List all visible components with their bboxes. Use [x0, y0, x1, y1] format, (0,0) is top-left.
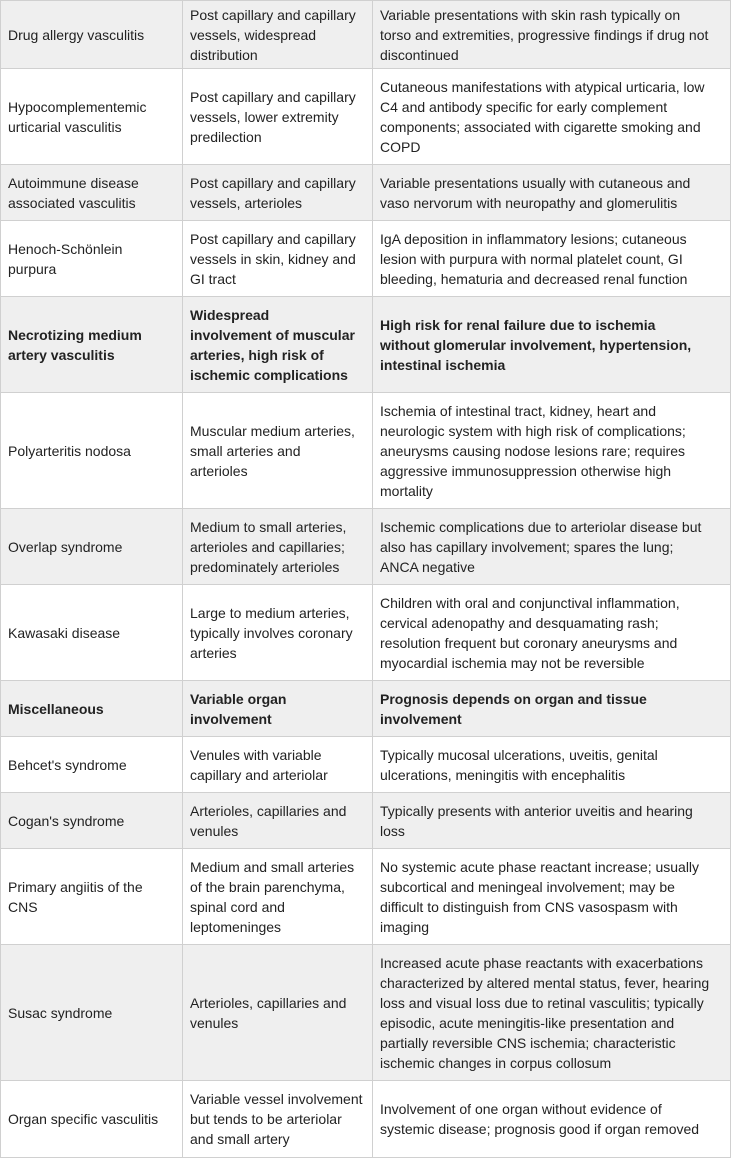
category-heading-cell: Necrotizing medium artery vasculitis [1, 297, 183, 393]
vasculitis-type-cell: Primary angiitis of the CNS [1, 849, 183, 945]
table-row [1, 165, 731, 221]
clinical-features-cell: Ischemic complications due to arteriolar disease but also has capillary involvement; spares the lung; ANCA negative [373, 509, 731, 585]
vessel-involvement-cell: Variable organ involvement [183, 681, 373, 737]
vasculitis-type-cell: Organ specific vasculitis [1, 1081, 183, 1158]
vasculitis-type-cell: Henoch-Schönlein purpura [1, 221, 183, 297]
vasculitis-type-cell: Hypocomplementemic urticarial vasculitis [1, 69, 183, 165]
clinical-features-cell: Prognosis depends on organ and tissue involvement [373, 681, 731, 737]
table-row [1, 509, 731, 585]
clinical-features-cell: Ischemia of intestinal tract, kidney, heart and neurologic system with high risk of complications; aneurysms causing nodose lesions rare; requires aggressive immunosuppression otherwise high mortality [373, 393, 731, 509]
table-row [1, 393, 731, 509]
clinical-features-cell: Typically presents with anterior uveitis and hearing loss [373, 793, 731, 849]
vessel-involvement-cell: Post capillary and capillary vessels, lower extremity predilection [183, 69, 373, 165]
table-row [1, 1081, 731, 1158]
clinical-features-cell: IgA deposition in inflammatory lesions; cutaneous lesion with purpura with normal platelet count, GI bleeding, hematuria and decreased renal function [373, 221, 731, 297]
vessel-involvement-cell: Large to medium arteries, typically involves coronary arteries [183, 585, 373, 681]
table-row [1, 945, 731, 1081]
vessel-involvement-cell: Widespread involvement of muscular arteries, high risk of ischemic complications [183, 297, 373, 393]
vasculitis-type-cell: Overlap syndrome [1, 509, 183, 585]
clinical-features-cell: High risk for renal failure due to ischemia without glomerular involvement, hypertension, intestinal ischemia [373, 297, 731, 393]
vessel-involvement-cell: Muscular medium arteries, small arteries and arterioles [183, 393, 373, 509]
vasculitis-type-cell: Autoimmune disease associated vasculitis [1, 165, 183, 221]
table-row [1, 585, 731, 681]
vessel-involvement-cell: Arterioles, capillaries and venules [183, 793, 373, 849]
table-row [1, 297, 731, 393]
vasculitis-type-cell: Behcet's syndrome [1, 737, 183, 793]
vasculitis-type-cell: Kawasaki disease [1, 585, 183, 681]
vasculitis-type-cell: Drug allergy vasculitis [1, 1, 183, 69]
vessel-involvement-cell: Post capillary and capillary vessels, arterioles [183, 165, 373, 221]
vasculitis-type-cell: Cogan's syndrome [1, 793, 183, 849]
vessel-involvement-cell: Post capillary and capillary vessels in skin, kidney and GI tract [183, 221, 373, 297]
table-row [1, 1, 731, 69]
clinical-features-cell: Cutaneous manifestations with atypical urticaria, low C4 and antibody specific for early complement components; associated with cigarette smoking and COPD [373, 69, 731, 165]
clinical-features-cell: Typically mucosal ulcerations, uveitis, genital ulcerations, meningitis with encephalitis [373, 737, 731, 793]
table-row [1, 793, 731, 849]
table-row [1, 69, 731, 165]
clinical-features-cell: Variable presentations usually with cutaneous and vaso nervorum with neuropathy and glomerulitis [373, 165, 731, 221]
clinical-features-cell: No systemic acute phase reactant increase; usually subcortical and meningeal involvement; may be difficult to distinguish from CNS vasospasm with imaging [373, 849, 731, 945]
clinical-features-cell: Children with oral and conjunctival inflammation, cervical adenopathy and desquamating rash; resolution frequent but coronary aneurysms and myocardial ischemia may not be reversible [373, 585, 731, 681]
clinical-features-cell: Increased acute phase reactants with exacerbations characterized by altered mental status, fever, hearing loss and visual loss due to retinal vasculitis; typically episodic, acute meningitis-like presentation and partially reversible CNS ischemia; characteristic ischemic changes in corpus collosum [373, 945, 731, 1081]
vessel-involvement-cell: Medium to small arteries, arterioles and capillaries; predominately arterioles [183, 509, 373, 585]
clinical-features-cell: Variable presentations with skin rash typically on torso and extremities, progressive findings if drug not discontinued [373, 1, 731, 69]
clinical-features-cell: Involvement of one organ without evidence of systemic disease; prognosis good if organ removed [373, 1081, 731, 1158]
vessel-involvement-cell: Variable vessel involvement but tends to be arteriolar and small artery [183, 1081, 373, 1158]
table-row [1, 221, 731, 297]
vessel-involvement-cell: Medium and small arteries of the brain parenchyma, spinal cord and leptomeninges [183, 849, 373, 945]
table-row [1, 681, 731, 737]
vessel-involvement-cell: Venules with variable capillary and arteriolar [183, 737, 373, 793]
vasculitis-type-cell: Polyarteritis nodosa [1, 393, 183, 509]
vessel-involvement-cell: Post capillary and capillary vessels, widespread distribution [183, 1, 373, 69]
table-row [1, 737, 731, 793]
category-heading-cell: Miscellaneous [1, 681, 183, 737]
vasculitis-type-cell: Susac syndrome [1, 945, 183, 1081]
table-row [1, 849, 731, 945]
vessel-involvement-cell: Arterioles, capillaries and venules [183, 945, 373, 1081]
